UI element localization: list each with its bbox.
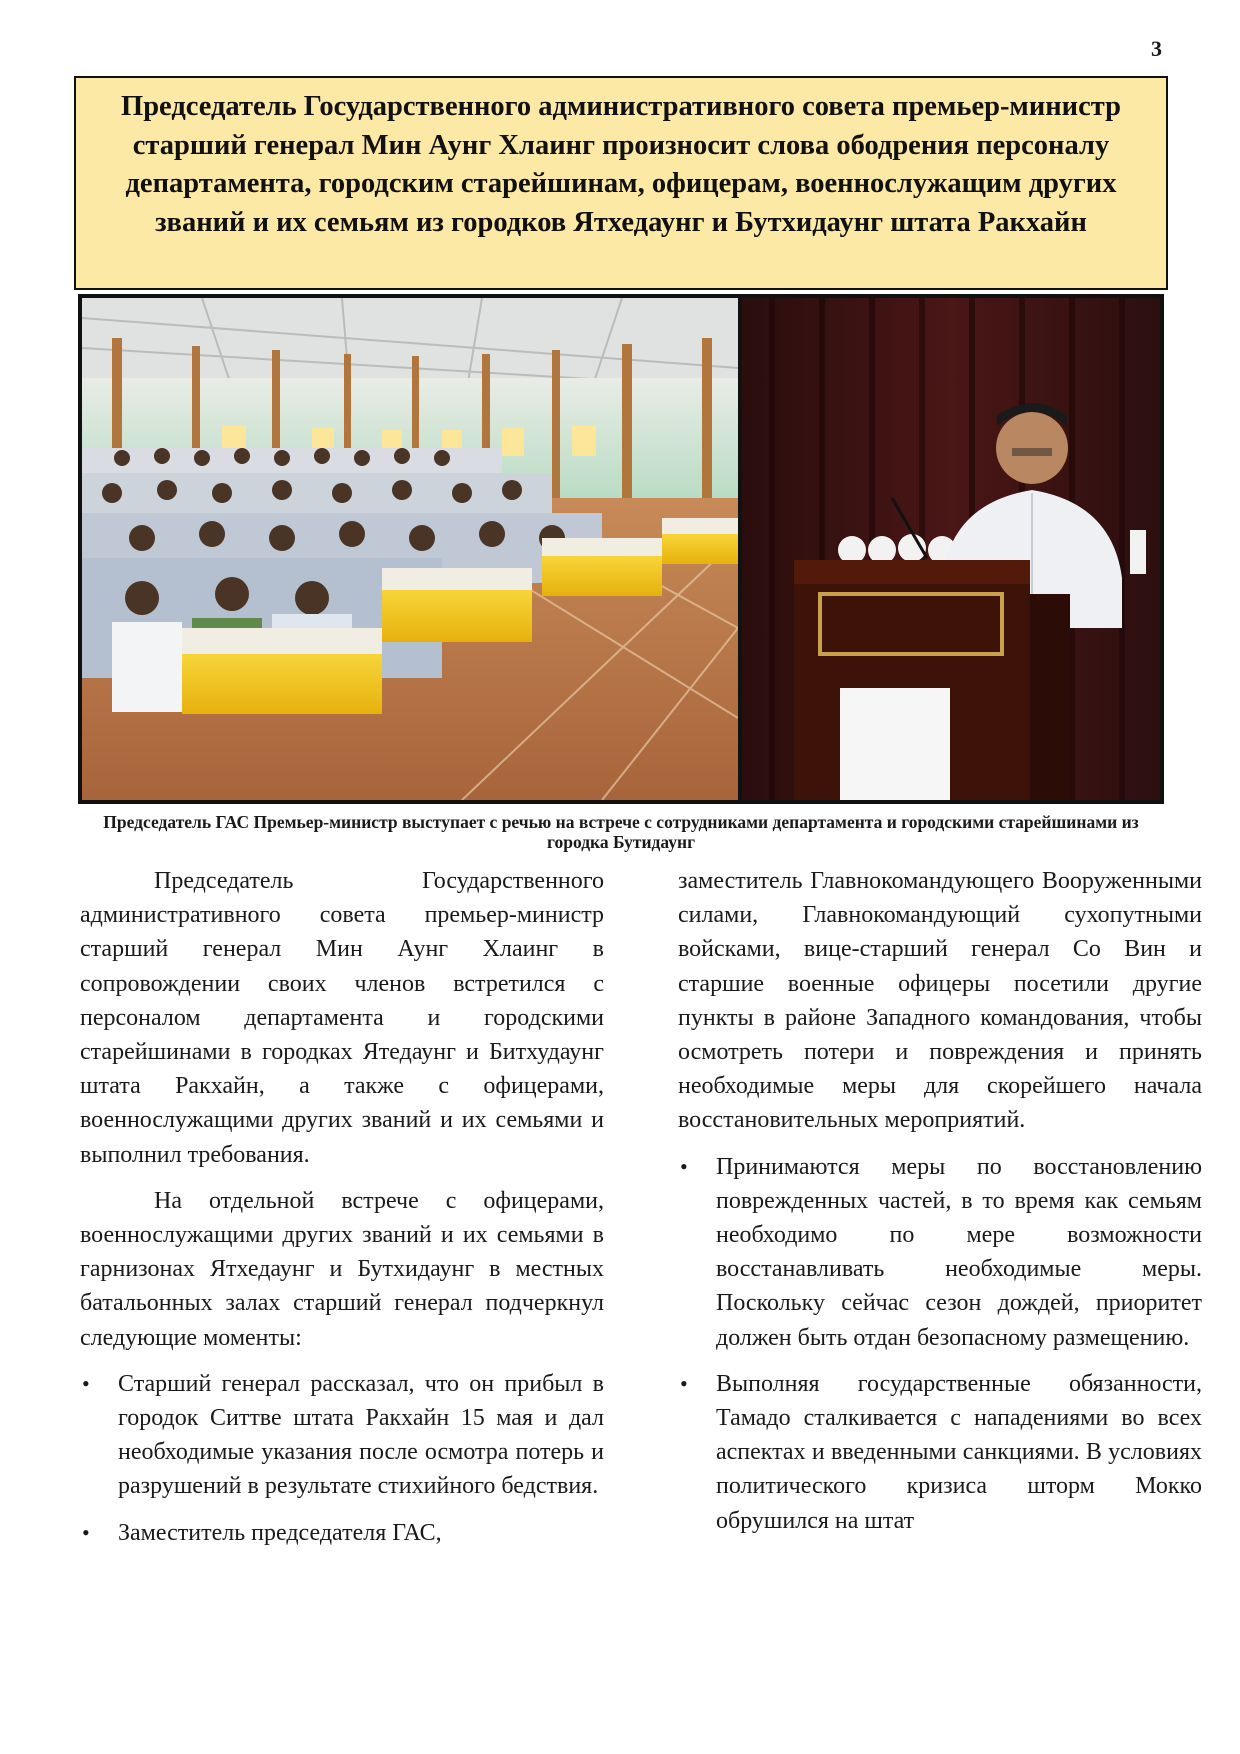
intro-paragraph: Председатель Государственного административного совета премьер-министр старший генерал Мин Аунг Хлаинг в сопровождении своих членов встретился с персоналом департамента и городскими старейшинами в городках Ятедаунг и Битхудаунг штата Ракхайн, а также с офицерами, военнослужащими других званий и их семьями и выполнил требования. xyxy=(80,868,604,1168)
list-item xyxy=(678,1150,1202,1355)
list-item-text: Выполняя государственные обязанности, Тамадо сталкивается с нападениями во всех аспектах и введенными санкциями. В условиях политического кризиса шторм Мокко обрушился на штат xyxy=(716,1370,1202,1534)
photo-frame xyxy=(78,294,1164,804)
left-column xyxy=(80,864,604,1562)
photo-caption: Председатель ГАС Премьер-министр выступает с речью на встрече с сотрудниками департамента и городскими старейшинами из городка Бутидаунг xyxy=(103,812,1139,852)
speaker-photo xyxy=(742,298,1160,800)
bullet-icon: • xyxy=(82,1370,90,1396)
headline: Председатель Государственного административного совета премьер-министр старший генерал Мин Аунг Хлаинг произносит слова ободрения персоналу департамента, городским старейшинам, офицерам, военнослужащим других званий и их семьям из городков Ятхедаунг и Бутхидаунг штата Ракхайн xyxy=(121,91,1121,238)
audience-photo xyxy=(82,298,738,800)
headline-box xyxy=(74,76,1168,290)
list-item-text: Принимаются меры по восстановлению поврежденных частей, в то время как семьям необходимо по мере возможности восстанавливать необходимые меры. Поскольку сейчас сезон дождей, приоритет должен быть отдан безопасному размещению. xyxy=(716,1153,1202,1351)
list-item xyxy=(678,1367,1202,1538)
list-item xyxy=(80,1367,604,1504)
continuation-paragraph: заместитель Главнокомандующего Вооруженными силами, Главнокомандующий сухопутными войсками, вице-старший генерал Со Вин и старшие военные офицеры посетили другие пункты в районе Западного командования, чтобы осмотреть потери и повреждения и принять необходимые меры для скорейшего начала восстановительных мероприятий. xyxy=(678,868,1202,1134)
list-item-text: Старший генерал рассказал, что он прибыл в городок Ситтве штата Ракхайн 15 мая и дал необходимые указания после осмотра потерь и разрушений в результате стихийного бедствия. xyxy=(118,1370,604,1500)
bullet-icon: • xyxy=(82,1519,90,1545)
bullet-icon: • xyxy=(680,1370,688,1396)
list-item-text: Заместитель председателя ГАС, xyxy=(118,1519,442,1546)
bullet-icon: • xyxy=(680,1153,688,1179)
right-column xyxy=(678,864,1202,1550)
meeting-paragraph: На отдельной встрече с офицерами, военнослужащими других званий и их семьями в гарнизонах Ятхедаунг и Бутхидаунг в местных батальонных залах старший генерал подчеркнул следующие моменты: xyxy=(80,1187,604,1351)
page-number: 3 xyxy=(1151,36,1162,61)
list-item xyxy=(80,1516,604,1550)
